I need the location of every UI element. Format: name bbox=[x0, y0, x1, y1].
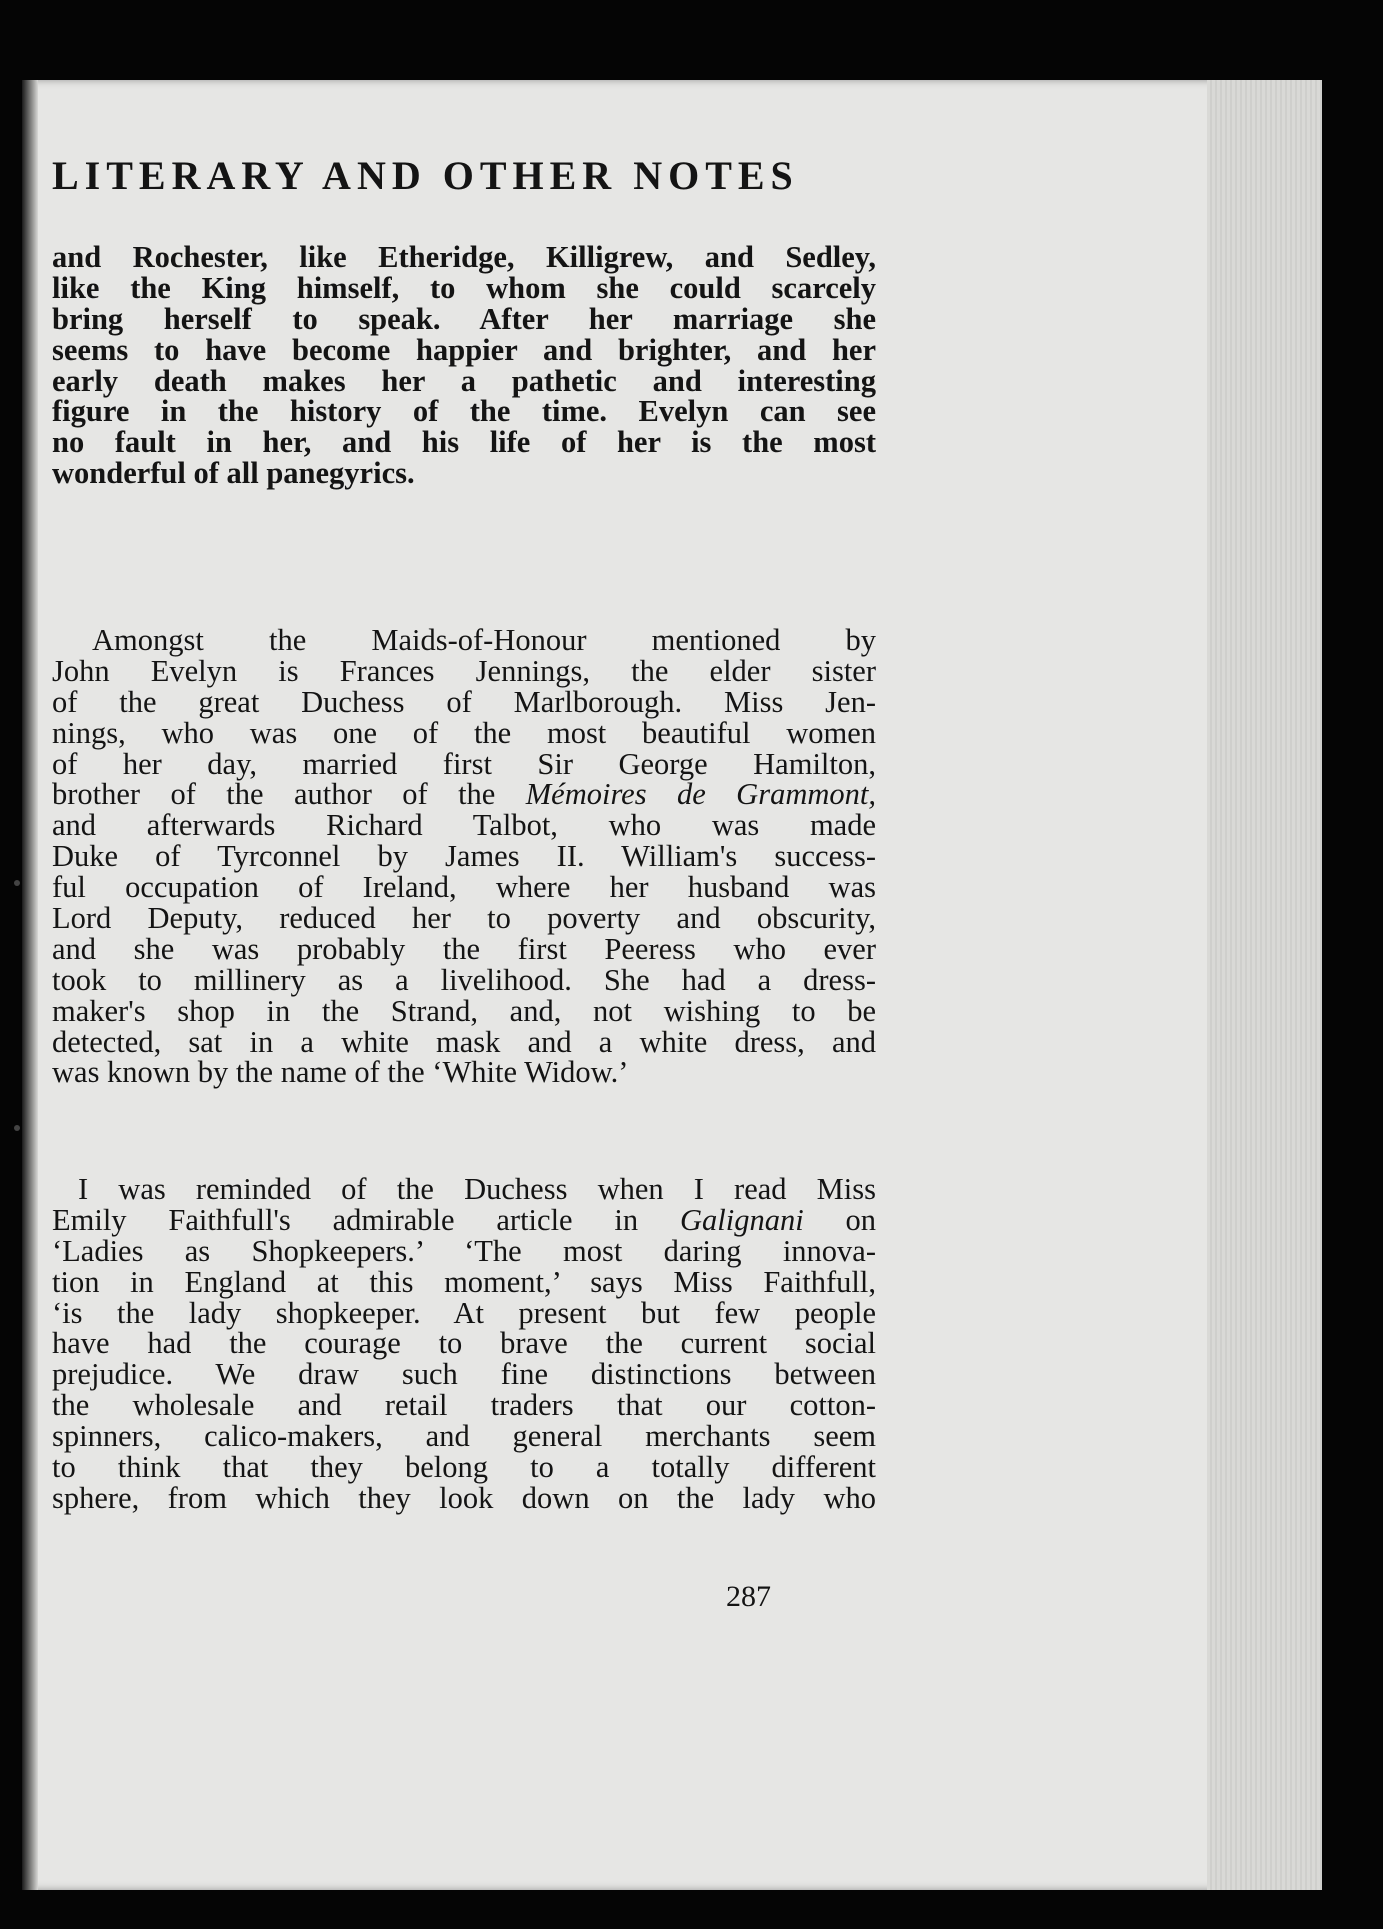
text-line: have had the courage to brave the current social bbox=[52, 1326, 876, 1361]
paragraph-frances-jennings bbox=[52, 625, 876, 1088]
margin-mark bbox=[14, 1125, 20, 1131]
text-line: Amongst the Maids-of-Honour mentioned by bbox=[92, 623, 876, 657]
text-line: John Evelyn is Frances Jennings, the elder sister bbox=[52, 653, 876, 688]
text-line: of the great Duchess of Marlborough. Miss Jen- bbox=[52, 684, 876, 719]
text-line: bring herself to speak. After her marriage she bbox=[52, 301, 876, 336]
text-line: took to millinery as a livelihood. She had a dress- bbox=[52, 962, 876, 997]
text-line: maker's shop in the Strand, and, not wishing to be bbox=[52, 993, 876, 1028]
text-line: spinners, calico-makers, and general merchants seem bbox=[52, 1419, 876, 1454]
text-line: prejudice. We draw such fine distinctions between bbox=[52, 1357, 876, 1392]
text-line: like the King himself, to whom she could scarcely bbox=[52, 270, 876, 305]
text-line: of her day, married first Sir George Hamilton, bbox=[52, 746, 876, 781]
text-line: nings, who was one of the most beautiful women bbox=[52, 715, 876, 750]
text-line: tion in England at this moment,’ says Miss Faithfull, bbox=[52, 1264, 876, 1299]
book-title: Mémoires de Grammont, bbox=[525, 777, 876, 812]
paragraph-lady-shopkeepers bbox=[52, 1174, 876, 1514]
text-line: detected, sat in a white mask and a white dress, and bbox=[52, 1024, 876, 1059]
text-line: I was reminded of the Duchess when I read Miss bbox=[78, 1172, 876, 1206]
running-header: LITERARY AND OTHER NOTES bbox=[52, 153, 799, 198]
text-line: the wholesale and retail traders that our cotton- bbox=[52, 1388, 876, 1423]
text-segment: Emily Faithfull's admirable article in bbox=[52, 1202, 680, 1237]
text-segment: brother of the author of the bbox=[52, 777, 526, 812]
paragraph-continuation bbox=[52, 242, 876, 489]
text-line: was known by the name of the ‘White Widow.’ bbox=[52, 1055, 629, 1090]
page-number: 287 bbox=[726, 1580, 771, 1613]
text-line: no fault in her, and his life of her is the most bbox=[52, 425, 876, 460]
text-line: Duke of Tyrconnel by James II. William's success- bbox=[52, 839, 876, 874]
text-segment: on bbox=[803, 1202, 876, 1237]
text-line: and afterwards Richard Talbot, who was made bbox=[52, 808, 876, 843]
text-line: ‘is the lady shopkeeper. At present but few people bbox=[52, 1295, 876, 1330]
text-line: to think that they belong to a totally different bbox=[52, 1450, 876, 1485]
text-line: wonderful of all panegyrics. bbox=[52, 456, 415, 491]
text-line: and Rochester, like Etheridge, Killigrew, and Sedley, bbox=[52, 240, 876, 274]
book-binding bbox=[22, 80, 38, 1890]
text-line-with-title bbox=[52, 779, 876, 810]
periodical-title: Galignani bbox=[679, 1202, 804, 1237]
page-edges bbox=[1207, 80, 1322, 1890]
text-line: Lord Deputy, reduced her to poverty and obscurity, bbox=[52, 901, 876, 936]
text-line-with-title bbox=[52, 1202, 876, 1237]
text-line: figure in the history of the time. Evelyn can see bbox=[52, 394, 876, 429]
margin-mark bbox=[14, 880, 20, 886]
text-line: ful occupation of Ireland, where her husband was bbox=[52, 870, 876, 905]
text-line: sphere, from which they look down on the lady who bbox=[52, 1480, 876, 1515]
text-line: seems to have become happier and brighter, and her bbox=[52, 332, 876, 367]
text-line: early death makes her a pathetic and interesting bbox=[52, 363, 876, 398]
text-line: and she was probably the first Peeress who ever bbox=[52, 931, 876, 966]
text-line: ‘Ladies as Shopkeepers.’ ‘The most daring innova- bbox=[52, 1233, 876, 1268]
